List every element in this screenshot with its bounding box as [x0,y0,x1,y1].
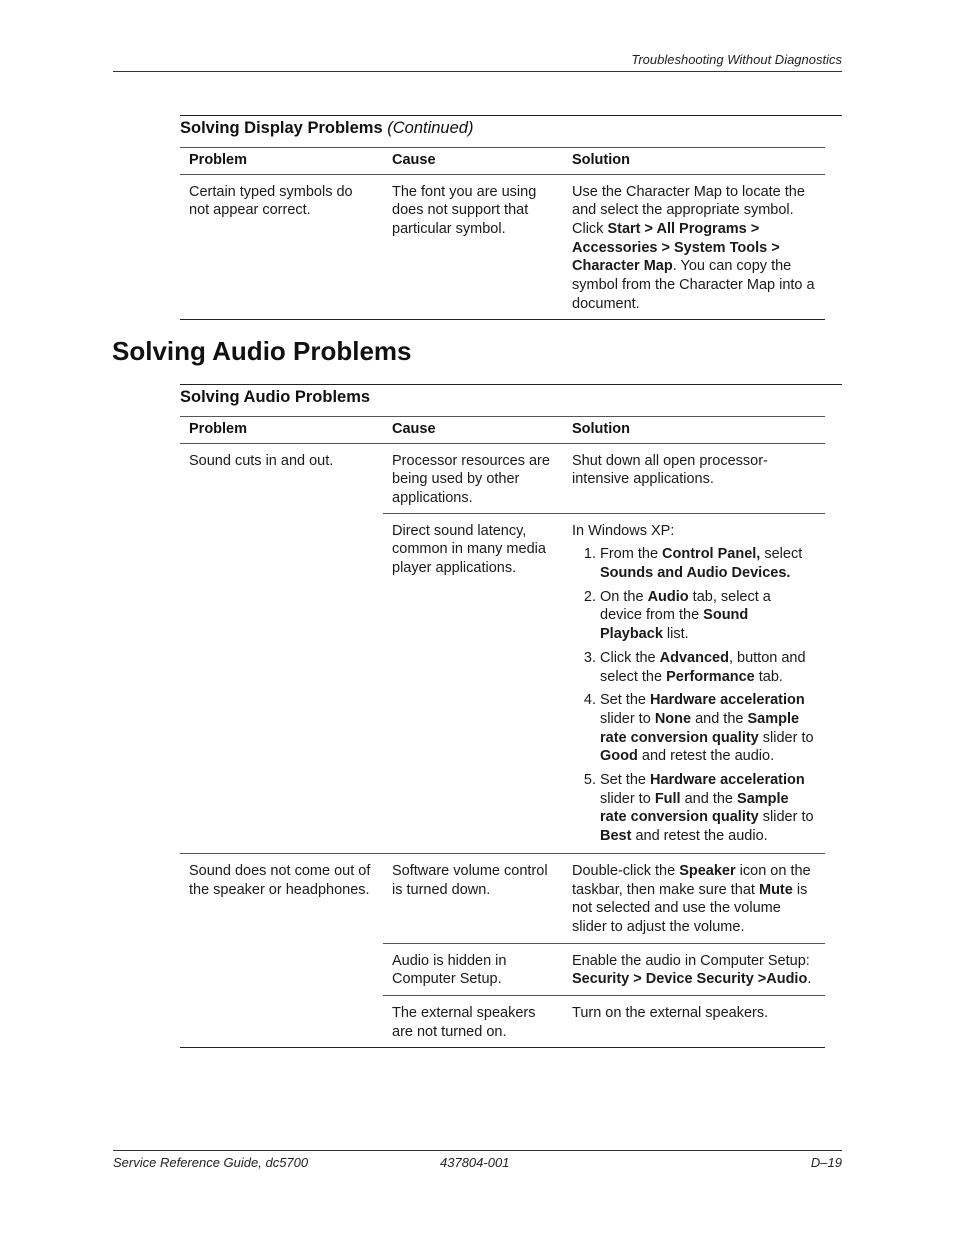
footer-part-number: 437804-001 [440,1155,510,1170]
problem-cell-empty [180,996,383,1048]
problem-cell-empty [180,513,383,853]
table-row [180,174,825,320]
problem-cell: Sound does not come out of the speaker or headphones. [180,853,383,943]
footer-guide-title: Service Reference Guide, dc5700 [113,1155,309,1170]
cause-cell: Audio is hidden in Computer Setup. [383,943,563,995]
footer-page-number: D–19 [810,1155,842,1170]
table-row [180,943,825,995]
cause-cell: Direct sound latency, common in many media player applications. [383,513,563,853]
display-table-caption-continued: (Continued) [387,119,474,137]
footer-rule [113,1150,842,1151]
audio-problems-table [180,417,825,1048]
step-item: 5. Set the Hardware acceleration slider to Full and the Sample rate conversion quality slider to Best and retest the audio. [600,771,815,846]
cause-cell: Software volume control is turned down. [383,853,563,943]
col-header-problem: Problem [180,417,383,443]
problem-cell: Sound cuts in and out. [189,452,334,469]
display-table-top-rule [180,115,842,116]
solution-cell: Turn on the external speakers. [563,996,825,1048]
menu-path: Start > All Programs > Accessories > System Tools > Character Map [572,220,780,275]
display-table-caption-title: Solving Display Problems [180,119,383,137]
table-row [180,513,825,853]
col-header-solution: Solution [563,148,825,174]
problem-cell-empty [180,943,383,995]
cause-cell: The font you are using does not support that particular symbol. [383,174,563,320]
display-problems-table [180,148,825,320]
cause-cell: The external speakers are not turned on. [383,996,563,1048]
solution-cell: Shut down all open processor-intensive applications. [572,452,768,488]
col-header-cause: Cause [383,148,563,174]
solution-cell [563,513,825,853]
audio-table-caption: Solving Audio Problems [180,388,371,406]
header-rule [113,71,842,72]
table-row [180,996,825,1048]
step-item: 3. Click the Advanced, button and select the Performance tab. [600,649,815,686]
solution-intro: In Windows XP: [572,522,675,539]
col-header-problem: Problem [180,148,383,174]
solution-cell: Enable the audio in Computer Setup: Security > Device Security >Audio. [563,943,825,995]
solution-text: Use the Character Map to locate the and select the appropriate symbol. Click [572,183,805,237]
step-item: 1. From the Control Panel, select Sounds and Audio Devices. [600,545,815,582]
table-row [180,853,825,943]
audio-table-top-rule [180,384,842,385]
step-item: 4. Set the Hardware acceleration slider to None and the Sample rate conversion quality slider to Good and retest the audio. [600,691,815,766]
problem-cell: Certain typed symbols do not appear correct. [180,174,383,320]
display-table-caption [180,119,473,138]
solution-cell [563,174,825,320]
solution-cell: Double-click the Speaker icon on the taskbar, then make sure that Mute is not selected and use the volume slider to adjust the volume. [563,853,825,943]
table-row [180,443,825,513]
col-header-solution: Solution [563,417,825,443]
running-header: Troubleshooting Without Diagnostics [631,52,842,67]
step-item: 2. On the Audio tab, select a device from the Sound Playback list. [600,588,815,644]
section-heading: Solving Audio Problems [112,336,412,366]
cause-cell: Processor resources are being used by other applications. [392,452,550,506]
steps-list [572,545,815,846]
col-header-cause: Cause [383,417,563,443]
solution-text: . You can copy the symbol from the Character Map into a document. [572,258,815,312]
